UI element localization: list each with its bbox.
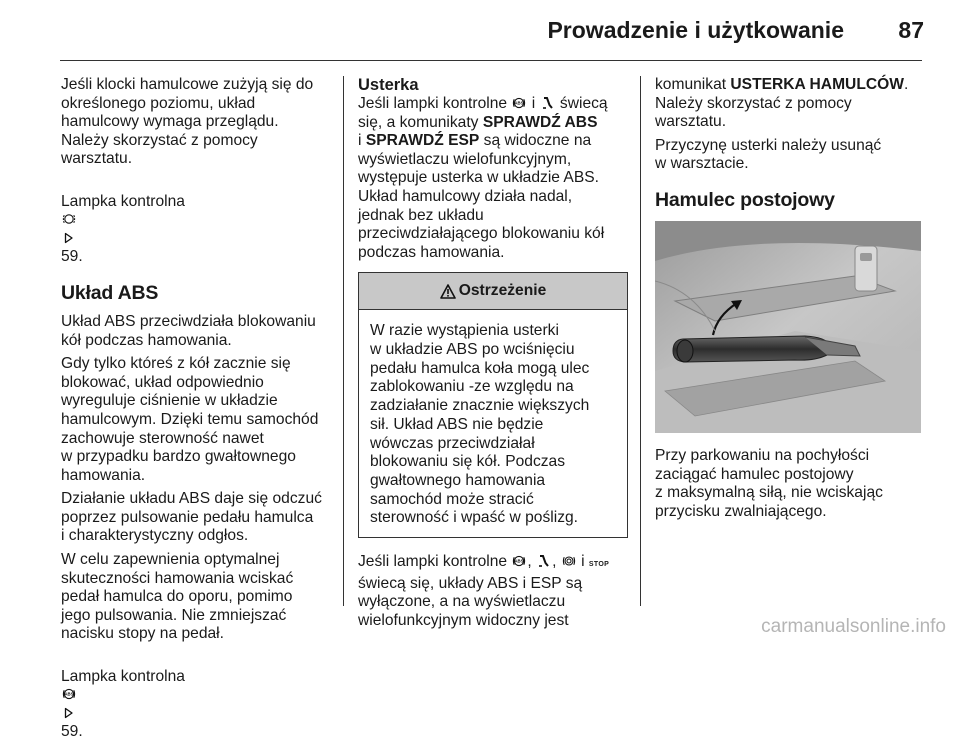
column-1 — [61, 76, 333, 747]
paragraph-brake-pads: Jeśli klocki hamulcowe zużyją się do określonego poziomu, układ hamulcowy wymaga przeglądu. Należy skorzystać z pomocy warsztatu. — [61, 76, 314, 168]
text: . — [903, 76, 909, 93]
column-divider-2 — [640, 76, 641, 606]
text: wyświetlaczu wielofunkcyjnym, występuje usterka w układzie ABS. Układ hamulcowy działa nadal, jednak bez układu przeciwdziałającego blokowaniu kół podczas hamowania. — [358, 150, 605, 261]
message-check-abs: SPRAWDŹ ABS — [482, 113, 598, 131]
warning-title: Ostrzeżenie — [458, 282, 547, 300]
text: się, a komunikaty — [358, 113, 479, 131]
paragraph-abs-lock: Gdy tylko któreś z kół zacznie się blokować, układ odpowiednio wyreguluje ciśnienie w układzie hamulcowym. Dzięki temu samochód zachowuje sterowność nawet w przypadku bardzo gwałtownego hamowania. — [61, 355, 319, 484]
esp-skid-icon — [541, 96, 555, 110]
paragraph-parking: Przy parkowaniu na pochyłości zaciągać hamulec postojowy z maksymalną siłą, nie wciskając przycisku zwalniającego. — [655, 446, 883, 520]
lamp-text: Lampka kontrolna — [61, 667, 185, 685]
abs-icon — [512, 554, 526, 568]
page-reference[interactable]: 59. — [61, 248, 83, 266]
text: komunikat — [655, 76, 727, 93]
paragraph-fault — [358, 95, 628, 262]
stop-icon: STOP — [588, 561, 610, 569]
paragraph-abs-esp-off: Jeśli lampki kontrolne , , i STOP świecą się, układy ABS i ESP są wyłączone, a na wyświetlaczu wielofunkcyjnym widoczny jest — [358, 553, 610, 629]
brake-circle-icon — [562, 554, 576, 568]
paragraph-abs-intro: Układ ABS przeciwdziała blokowaniu kół podczas hamowania. — [61, 312, 316, 349]
page-header — [0, 0, 960, 60]
warning-box — [358, 272, 628, 538]
esp-skid-icon — [537, 554, 551, 568]
message-brake-fault: USTERKA HAMULCÓW — [730, 76, 904, 93]
text: i — [358, 132, 362, 150]
column-divider-1 — [343, 76, 344, 606]
section-heading-parking-brake: Hamulec postojowy — [655, 188, 835, 211]
brake-warning-icon — [62, 212, 76, 226]
column-2 — [358, 76, 628, 635]
paragraph-abs-optimal: W celu zapewnienia optymalnej skuteczności hamowania wciskać pedał hamulca do oporu, pomimo jego pulsowania. Nie zmniejszać nacisku stopy na pedał. — [61, 551, 294, 643]
warning-body: W razie wystąpienia usterki w układzie ABS po wciśnięciu pedału hamulca koła mogą ulec zablokowaniu -ze względu na zadziałanie znacznie większych sił. Układ ABS nie będzie wówczas przeciwdziałał blokowaniu się kół. Podczas gwałtownego hamowania samochód może stracić sterowność i wpaść w poślizg. — [370, 322, 590, 527]
warning-header — [359, 273, 627, 310]
text: i — [531, 95, 536, 112]
page-reference[interactable]: 59. — [61, 723, 83, 741]
paragraph-abs-pulse: Działanie układu ABS daje się odczuć poprzez pulsowanie pedału hamulca i charakterystyczny odgłos. — [61, 490, 322, 545]
text: Należy skorzystać z pomocy warsztatu. — [655, 94, 852, 131]
page-number: 87 — [898, 17, 924, 43]
text: Jeśli lampki kontrolne — [358, 95, 508, 112]
paragraph-lamp-ref-2 — [61, 649, 333, 742]
text: są widoczne na — [483, 132, 592, 150]
parking-brake-illustration — [655, 221, 921, 433]
abs-icon — [512, 96, 526, 110]
column-3 — [655, 76, 923, 526]
text: świecą się, układy ABS i ESP są wyłączone, a na wyświetlaczu wielofunkcyjnym widoczny jest — [358, 574, 583, 629]
message-check-esp: SPRAWDŹ ESP — [365, 132, 480, 150]
text: Jeśli lampki kontrolne — [358, 553, 508, 571]
section-heading-abs: Układ ABS — [61, 281, 159, 304]
lamp-text: Lampka kontrolna — [61, 192, 185, 210]
warning-triangle-icon — [440, 284, 456, 299]
text: świecą — [559, 95, 608, 112]
watermark: carmanualsonline.info — [761, 616, 946, 637]
paragraph-lamp-ref-1 — [61, 174, 333, 267]
header-divider — [60, 60, 922, 61]
abs-icon — [62, 687, 76, 701]
paragraph-brake-message — [655, 76, 923, 132]
paragraph-repair: Przyczynę usterki należy usunąć w warsztacie. — [655, 136, 882, 173]
page-reference-arrow-icon[interactable] — [62, 706, 76, 720]
page-reference-arrow-icon[interactable] — [62, 231, 76, 245]
text: i — [581, 553, 585, 571]
subheading-fault: Usterka — [358, 76, 419, 94]
page-title: Prowadzenie i użytkowanie — [547, 17, 844, 43]
